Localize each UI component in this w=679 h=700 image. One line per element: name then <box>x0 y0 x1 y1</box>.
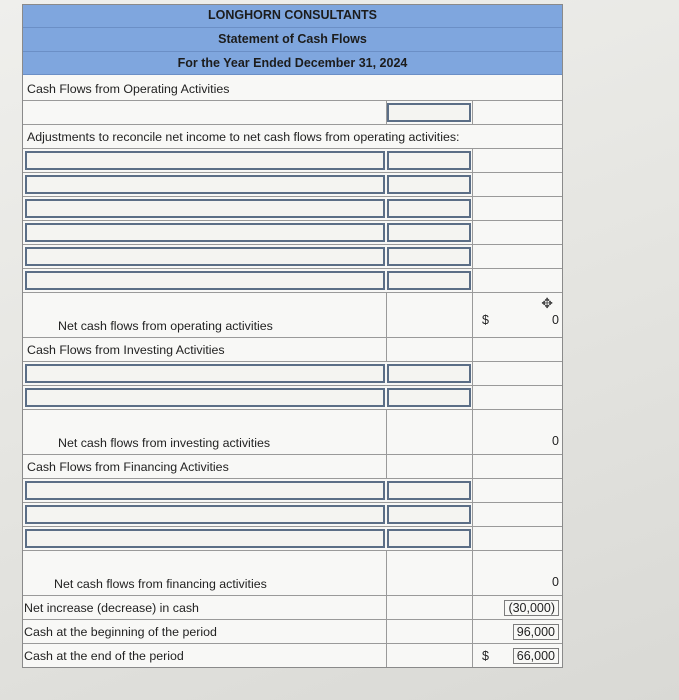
statement-title: Statement of Cash Flows <box>22 28 563 52</box>
financing-net-row <box>22 551 563 596</box>
investing-item-row <box>22 386 563 410</box>
operating-adjustment-item-select[interactable] <box>25 247 385 266</box>
operating-net-income-row <box>22 101 563 125</box>
operating-adjustment-amount-input[interactable] <box>387 151 471 170</box>
financing-amount-input[interactable] <box>387 481 471 500</box>
financing-amount-input[interactable] <box>387 505 471 524</box>
operating-adjustment-amount-input[interactable] <box>387 223 471 242</box>
net-increase-value: (30,000) <box>504 600 559 616</box>
cash-end-value: 66,000 <box>513 648 559 664</box>
operating-section-row <box>22 75 563 101</box>
cash-beginning-value: 96,000 <box>513 624 559 640</box>
cash-end-label: Cash at the end of the period <box>24 649 184 663</box>
investing-section-row <box>22 338 563 362</box>
cash-beginning-row <box>22 620 563 644</box>
operating-adjustment-row <box>22 173 563 197</box>
net-income-amount-input[interactable] <box>387 103 471 122</box>
net-increase-label: Net increase (decrease) in cash <box>24 601 199 615</box>
cross-move-icon[interactable]: ✥ <box>541 295 553 311</box>
operating-adjustment-row <box>22 269 563 293</box>
operating-adjustment-item-select[interactable] <box>25 223 385 242</box>
operating-adjustment-row <box>22 221 563 245</box>
operating-adjustment-row <box>22 245 563 269</box>
investing-item-select[interactable] <box>25 388 385 407</box>
financing-item-select[interactable] <box>25 529 385 548</box>
financing-net-value: 0 <box>552 575 559 589</box>
financing-item-row <box>22 479 563 503</box>
financing-amount-input[interactable] <box>387 529 471 548</box>
currency-symbol: $ <box>482 313 489 327</box>
net-increase-row <box>22 596 563 620</box>
operating-adjustment-amount-input[interactable] <box>387 199 471 218</box>
operating-adjustment-row <box>22 197 563 221</box>
adjustments-row <box>22 125 563 149</box>
operating-adjustment-item-select[interactable] <box>25 151 385 170</box>
investing-net-label: Net cash flows from investing activities <box>58 436 271 450</box>
financing-item-select[interactable] <box>25 481 385 500</box>
adjustments-label: Adjustments to reconcile net income to net cash flows from operating activities: <box>27 130 460 144</box>
investing-net-value: 0 <box>552 434 559 448</box>
financing-item-select[interactable] <box>25 505 385 524</box>
investing-amount-input[interactable] <box>387 388 471 407</box>
cash-beginning-label: Cash at the beginning of the period <box>24 625 217 639</box>
operating-section-label: Cash Flows from Operating Activities <box>27 82 230 96</box>
currency-symbol: $ <box>482 649 489 663</box>
investing-section-label: Cash Flows from Investing Activities <box>27 343 225 357</box>
financing-section-label: Cash Flows from Financing Activities <box>27 460 229 474</box>
operating-net-label: Net cash flows from operating activities <box>58 319 273 333</box>
operating-net-value: 0 <box>552 313 559 327</box>
operating-adjustment-row <box>22 149 563 173</box>
operating-adjustment-amount-input[interactable] <box>387 271 471 290</box>
cash-end-row <box>22 644 563 668</box>
operating-adjustment-amount-input[interactable] <box>387 247 471 266</box>
statement-period: For the Year Ended December 31, 2024 <box>22 52 563 75</box>
operating-adjustment-amount-input[interactable] <box>387 175 471 194</box>
financing-item-row <box>22 527 563 551</box>
cash-flow-worksheet <box>22 4 563 668</box>
operating-net-row <box>22 293 563 338</box>
investing-amount-input[interactable] <box>387 364 471 383</box>
investing-net-row <box>22 410 563 455</box>
operating-adjustment-item-select[interactable] <box>25 175 385 194</box>
financing-item-row <box>22 503 563 527</box>
investing-item-select[interactable] <box>25 364 385 383</box>
investing-item-row <box>22 362 563 386</box>
operating-adjustment-item-select[interactable] <box>25 199 385 218</box>
financing-section-row <box>22 455 563 479</box>
operating-adjustment-item-select[interactable] <box>25 271 385 290</box>
company-name: LONGHORN CONSULTANTS <box>22 4 563 28</box>
financing-net-label: Net cash flows from financing activities <box>54 577 267 591</box>
